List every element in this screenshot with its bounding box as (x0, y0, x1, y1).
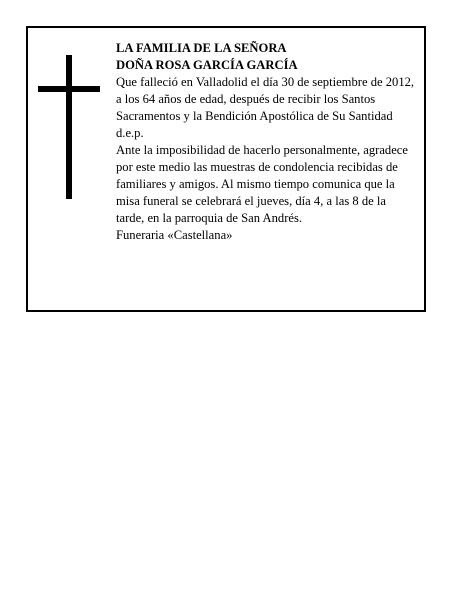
death-announcement: Que falleció en Valladolid el día 30 de septiembre de 2012, a los 64 años de edad, después de recibir los Santos Sacramentos y la Bendición Apostólica de Su Santidad (116, 75, 415, 123)
acknowledgement-and-mass: Ante la imposibilidad de hacerlo personalmente, agradece por este medio las muestras de condolencia recibidas de familiares y amigos. Al mismo tiempo comunica que la misa funeral se celebrará el jueves, día 4, a las 8 de la tarde, en la parroquia de San Andrés. (116, 143, 408, 225)
obituary-notice (26, 26, 426, 312)
funeral-home: Funeraria «Castellana» (116, 228, 233, 242)
notice-heading-line-1: LA FAMILIA DE LA SEÑORA (116, 41, 287, 55)
rest-in-peace: d.e.p. (116, 126, 144, 140)
cross-icon (38, 55, 100, 199)
cross-vertical-bar (66, 55, 72, 199)
notice-text (116, 40, 416, 244)
notice-heading-line-2: DOÑA ROSA GARCÍA GARCÍA (116, 58, 298, 72)
cross-horizontal-bar (38, 86, 100, 92)
